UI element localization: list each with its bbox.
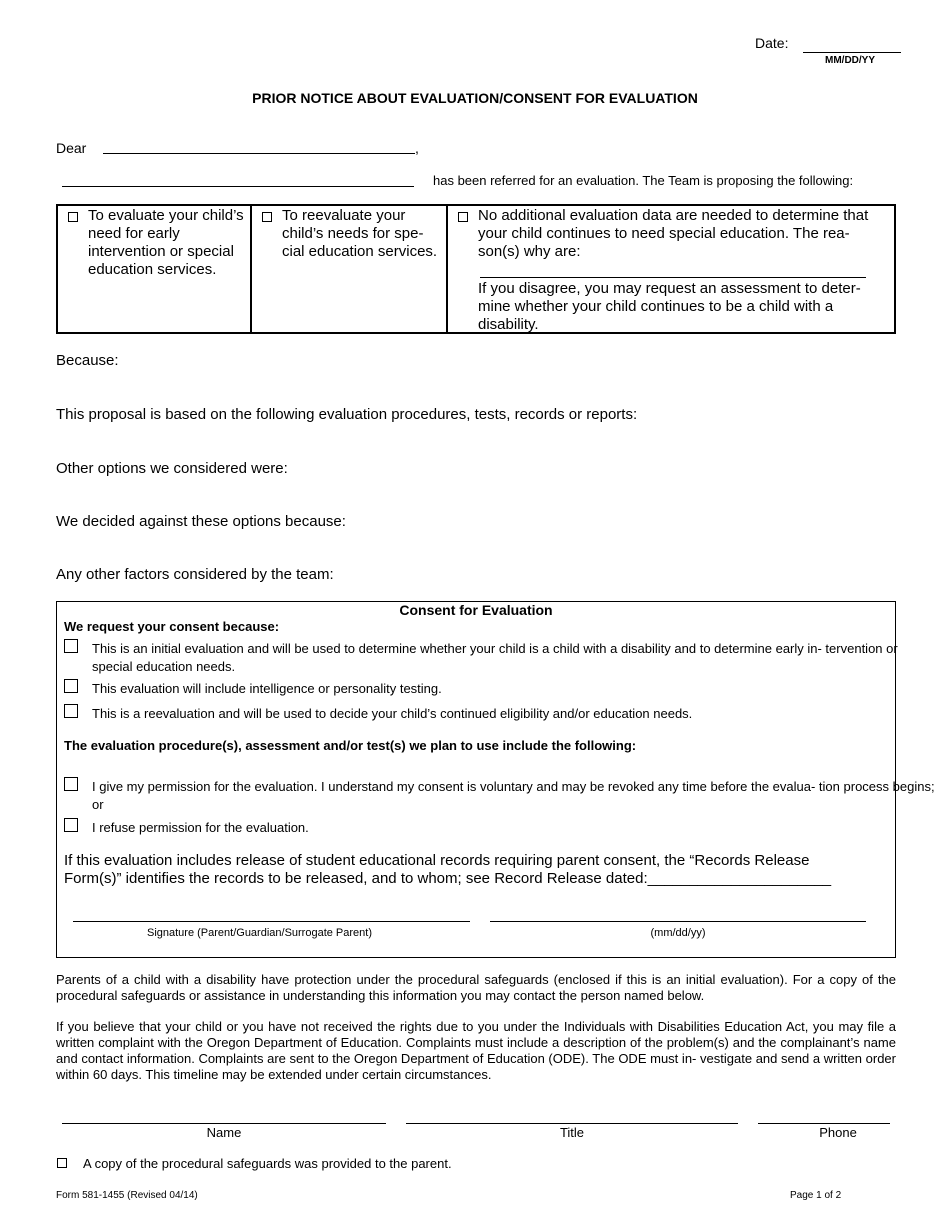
permission-refuse-checkbox[interactable] — [64, 818, 78, 832]
permission-refuse — [64, 817, 936, 837]
reasons-input[interactable] — [480, 277, 866, 278]
dear-comma: , — [415, 140, 419, 156]
date-format-hint: MM/DD/YY — [825, 55, 875, 66]
safeguards-provided-label: A copy of the procedural safeguards was provided to the parent. — [83, 1156, 452, 1171]
consent-reason-reevaluation-label: This is a reevaluation and will be used to decide your child’s continued eligibility and/or education needs. — [92, 706, 693, 721]
consent-reason-initial-label: This is an initial evaluation and will be used to determine whether your child is a child with a disability and to determine early in- tervention or special education needs. — [92, 641, 898, 674]
contact-name-input[interactable] — [62, 1123, 386, 1124]
consent-reason-intelligence — [64, 678, 936, 698]
contact-title-label: Title — [559, 1125, 585, 1140]
option-no-additional-data-note: If you disagree, you may request an assessment to deter- mine whether your child continues to be a child with a disability. — [478, 280, 861, 333]
consent-reason-reevaluation — [64, 703, 936, 723]
question-because: Because: — [56, 352, 119, 369]
safeguards-provided-checkbox[interactable] — [57, 1158, 67, 1168]
signature-label: Signature (Parent/Guardian/Surrogate Parent) — [146, 927, 373, 939]
option-evaluate-label: To evaluate your child’s need for early intervention or special education services. — [88, 207, 244, 278]
question-procedures: This proposal is based on the following evaluation procedures, tests, records or reports: — [56, 406, 638, 423]
signature-date-input[interactable] — [490, 921, 866, 922]
consent-reason-intelligence-checkbox[interactable] — [64, 679, 78, 693]
date-label: Date: — [755, 35, 789, 51]
page-title: PRIOR NOTICE ABOUT EVALUATION/CONSENT FOR EVALUATION — [252, 90, 698, 106]
signature-input[interactable] — [73, 921, 470, 922]
consent-reason-initial — [64, 638, 936, 674]
contact-name-label: Name — [206, 1125, 242, 1140]
option-no-additional-data — [448, 206, 894, 332]
consent-reason-intelligence-label: This evaluation will include intelligence or personality testing. — [92, 681, 442, 696]
option-reevaluate-checkbox[interactable] — [262, 212, 272, 222]
option-reevaluate-label: To reevaluate your child’s needs for spe- cial education services. — [282, 207, 438, 260]
consent-reason-reevaluation-checkbox[interactable] — [64, 704, 78, 718]
option-no-additional-data-checkbox[interactable] — [458, 212, 468, 222]
question-decided-against: We decided against these options because: — [56, 513, 346, 530]
complaint-paragraph: If you believe that your child or you have not received the rights due to you under the Individuals with Disabilities Education Act, you may file a written complaint with the Oregon Department of Education. Complaints must include a description of the problem(s) and the complainant’s name and contact information. Complaints are sent to the Oregon Department of Education (ODE). The ODE must in- vestigate and send a written order within 60 days. This timeline may be extended under certain circumstances. — [56, 1019, 896, 1082]
student-name-input[interactable] — [62, 186, 414, 187]
dear-label: Dear — [56, 140, 87, 156]
option-reevaluate — [252, 206, 448, 332]
contact-phone-input[interactable] — [758, 1123, 890, 1124]
consent-title: Consent for Evaluation — [399, 602, 553, 618]
option-evaluate-checkbox[interactable] — [68, 212, 78, 222]
safeguards-paragraph: Parents of a child with a disability have protection under the procedural safeguards (enclosed if this is an initial evaluation). For a copy of the procedural safeguards or assistance in understanding this information you may contact the person named below. — [56, 972, 896, 1003]
consent-reason-initial-checkbox[interactable] — [64, 639, 78, 653]
option-no-additional-data-label: No additional evaluation data are needed to determine that your child continues to need special education. The rea- son(s) why are: — [478, 207, 869, 260]
consent-request-heading: We request your consent because: — [64, 619, 280, 634]
form-id: Form 581-1455 (Revised 04/14) — [56, 1190, 198, 1201]
proposal-options-table — [56, 204, 896, 334]
procedures-heading: The evaluation procedure(s), assessment and/or test(s) we plan to use include the following: — [64, 738, 637, 753]
contact-phone-label: Phone — [819, 1125, 857, 1140]
recipient-name-input[interactable] — [103, 153, 415, 154]
referral-text: has been referred for an evaluation. The Team is proposing the following: — [433, 173, 854, 188]
contact-title-input[interactable] — [406, 1123, 738, 1124]
permission-give-label: I give my permission for the evaluation. I understand my consent is voluntary and may be revoked any time before the evalua- tion process begins; or — [92, 779, 935, 812]
permission-give-checkbox[interactable] — [64, 777, 78, 791]
permission-give — [64, 776, 936, 812]
records-release-text: If this evaluation includes release of student educational records requiring parent consent, the “Records Release Form(s)” identifies the records to be released, and to whom; see Record Release dated:______________________ — [64, 852, 832, 887]
page-number: Page 1 of 2 — [790, 1190, 842, 1201]
permission-refuse-label: I refuse permission for the evaluation. — [92, 820, 309, 835]
signature-date-label: (mm/dd/yy) — [650, 927, 706, 939]
question-other-factors: Any other factors considered by the team: — [56, 566, 334, 583]
date-input[interactable] — [803, 52, 901, 53]
question-other-options: Other options we considered were: — [56, 460, 288, 477]
option-evaluate — [58, 206, 252, 332]
